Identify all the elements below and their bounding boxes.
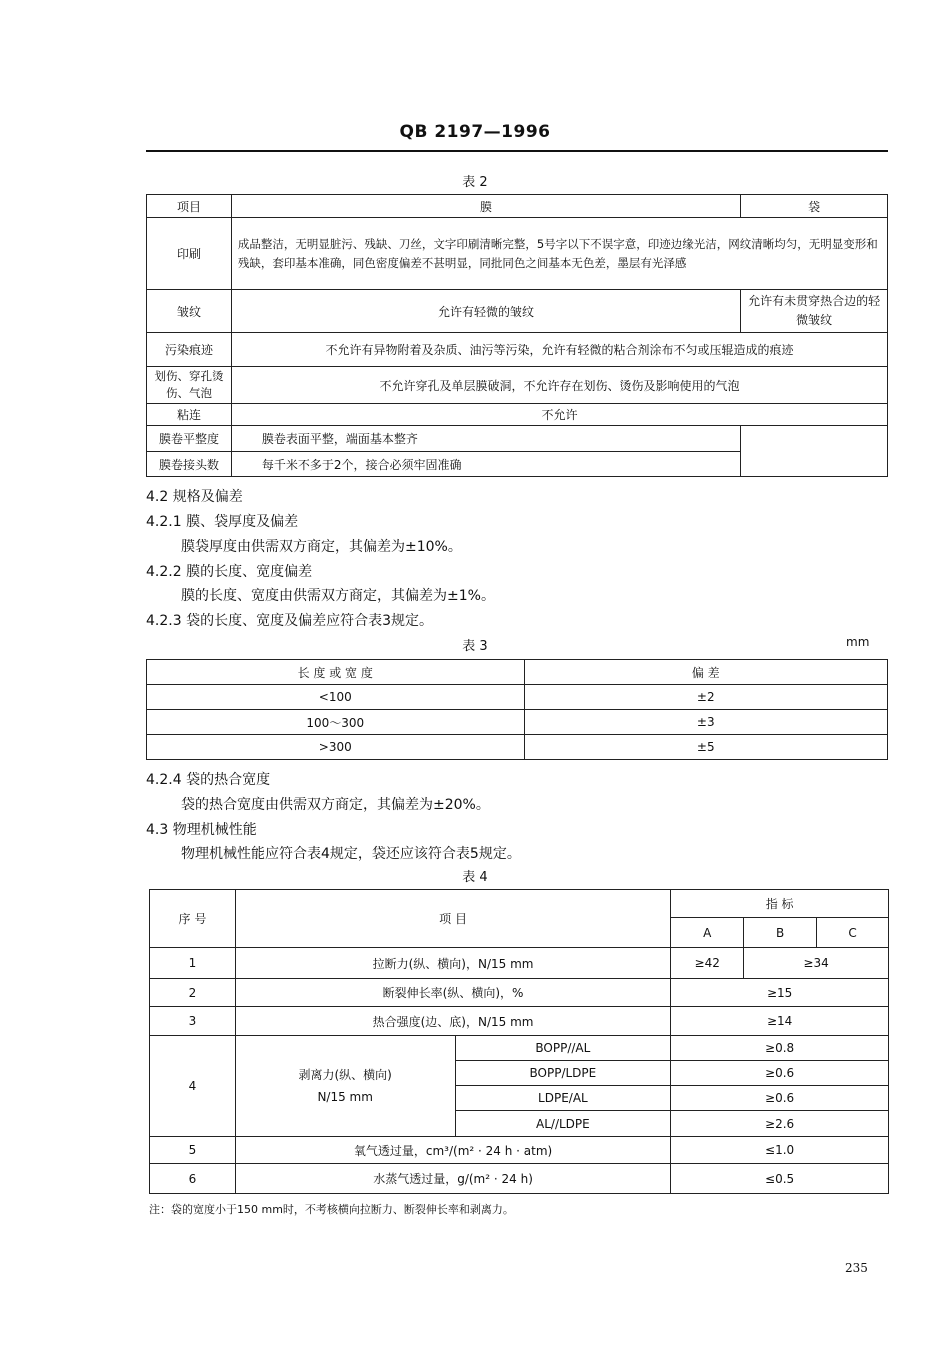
page-number: 235: [845, 1261, 868, 1275]
table4-peel-sub: AL//LDPE: [455, 1111, 671, 1137]
table2-head-film: 膜: [231, 195, 740, 218]
table3-caption: 表 3: [462, 639, 488, 654]
table3: [146, 659, 888, 760]
table2-caption: 表 2: [462, 175, 488, 190]
table2-row-item: 污染痕迹: [147, 333, 232, 367]
table4-note: 注：袋的宽度小于150 mm时，不考核横向拉断力、断裂伸长率和剥离力。: [149, 1203, 514, 1216]
table4-cell-no: 6: [150, 1164, 236, 1194]
table2-row-item: 膜卷平整度: [147, 426, 232, 452]
table2-row-item: 粘连: [147, 404, 232, 426]
table3-cell-deviation: ±2: [524, 685, 888, 710]
table4-cell-no: 3: [150, 1007, 236, 1036]
table4-cell-no: 4: [150, 1036, 236, 1137]
section-4-2: 4.2 规格及偏差: [146, 489, 243, 505]
table3-cell-size: <100: [147, 685, 525, 710]
table4-peel-sub: BOPP//AL: [455, 1036, 671, 1061]
table4-cell-value: ≥0.6: [671, 1086, 889, 1111]
table3-cell-deviation: ±5: [524, 735, 888, 760]
table2-row-item: 皱纹: [147, 290, 232, 333]
section-4-2-2: 4.2.2 膜的长度、宽度偏差: [146, 564, 313, 580]
table3-cell-size: 100～300: [147, 710, 525, 735]
table4-peel-label-line2: N/15 mm: [317, 1090, 373, 1104]
table2-row-film: 不允许穿孔及单层膜破洞，不允许存在划伤、烫伤及影响使用的气泡: [231, 367, 887, 404]
table4-peel-sub: LDPE/AL: [455, 1086, 671, 1111]
section-4-3: 4.3 物理机械性能: [146, 822, 257, 838]
table4-cell-value: ≥2.6: [671, 1111, 889, 1137]
table2-row-film: 不允许: [231, 404, 887, 426]
table4-cell-value: ≥15: [671, 979, 889, 1007]
table4-peel-label-line1: 剥离力(纵、横向): [298, 1068, 392, 1082]
table3-unit: mm: [846, 635, 870, 649]
paragraph-4-2-4: 袋的热合宽度由供需双方商定，其偏差为±20%。: [181, 797, 490, 813]
section-4-2-1: 4.2.1 膜、袋厚度及偏差: [146, 514, 299, 530]
table3-head-size: 长 度 或 宽 度: [147, 660, 525, 685]
table2-row-film: 允许有轻微的皱纹: [231, 290, 740, 333]
table4-head-no: 序 号: [150, 890, 236, 948]
table4-cell-item: 拉断力(纵、横向)，N/15 mm: [235, 948, 670, 979]
table4-cell-item: 热合强度(边、底)，N/15 mm: [235, 1007, 670, 1036]
table2-head-bag: 袋: [741, 195, 888, 218]
page-header: QB 2197—1996: [399, 122, 551, 142]
table4-peel-label: [235, 1036, 455, 1137]
paragraph-4-2-2: 膜的长度、宽度由供需双方商定，其偏差为±1%。: [181, 588, 495, 604]
table2-row-film: 不允许有异物附着及杂质、油污等污染，允许有轻微的粘合剂涂布不匀或压辊造成的痕迹: [231, 333, 887, 367]
paragraph-4-3: 物理机械性能应符合表4规定，袋还应该符合表5规定。: [181, 846, 521, 862]
table4-cell-value: ≥0.8: [671, 1036, 889, 1061]
table2-row-film: 每千米不多于2个，接合必须牢固准确: [231, 452, 740, 477]
table4-head-item: 项 目: [235, 890, 670, 948]
table4-head-c: C: [817, 918, 889, 948]
table3-head-deviation: 偏 差: [524, 660, 888, 685]
table4-cell-no: 1: [150, 948, 236, 979]
table4-head-b: B: [744, 918, 817, 948]
paragraph-4-2-1: 膜袋厚度由供需双方商定，其偏差为±10%。: [181, 539, 462, 555]
table4-cell-item: 断裂伸长率(纵、横向)，%: [235, 979, 670, 1007]
table2-row-item: 印刷: [147, 218, 232, 290]
table2-row-item: 划伤、穿孔烫伤、气泡: [147, 367, 232, 404]
table3-cell-size: >300: [147, 735, 525, 760]
table4-cell-no: 5: [150, 1137, 236, 1164]
table3-cell-deviation: ±3: [524, 710, 888, 735]
table4-cell-item: 水蒸气透过量，g/(m² · 24 h): [235, 1164, 670, 1194]
section-4-2-4: 4.2.4 袋的热合宽度: [146, 772, 271, 788]
table2-row-item: 膜卷接头数: [147, 452, 232, 477]
table4-cell-value: ≥0.6: [671, 1061, 889, 1086]
table2-row-bag: 允许有未贯穿热合边的轻微皱纹: [741, 290, 888, 333]
table4-caption: 表 4: [462, 870, 488, 885]
table4-head-index: 指 标: [671, 890, 889, 918]
table4-cell-value: ≤0.5: [671, 1164, 889, 1194]
table4-cell-value: ≤1.0: [671, 1137, 889, 1164]
table4-cell-a: ≥42: [671, 948, 744, 979]
table2-empty-cell: [741, 426, 888, 477]
table4-cell-item: 氧气透过量，cm³/(m² · 24 h · atm): [235, 1137, 670, 1164]
table4-head-a: A: [671, 918, 744, 948]
table4-cell-bc: ≥34: [744, 948, 889, 979]
table2-row-film: 膜卷表面平整，端面基本整齐: [231, 426, 740, 452]
table4-peel-sub: BOPP/LDPE: [455, 1061, 671, 1086]
table4-cell-no: 2: [150, 979, 236, 1007]
section-4-2-3: 4.2.3 袋的长度、宽度及偏差应符合表3规定。: [146, 613, 433, 629]
table2: [146, 194, 888, 477]
header-rule: [146, 150, 888, 152]
table2-head-item: 项目: [147, 195, 232, 218]
table4: [149, 889, 889, 1194]
table2-row-film: 成品整洁，无明显脏污、残缺、刀丝，文字印刷清晰完整，5号字以下不误字意，印迹边缘光洁，网纹清晰均匀，无明显变形和残缺，套印基本准确，同色密度偏差不甚明显，同批同色之间基本无色差，墨层有光泽感: [231, 218, 887, 290]
table4-cell-value: ≥14: [671, 1007, 889, 1036]
